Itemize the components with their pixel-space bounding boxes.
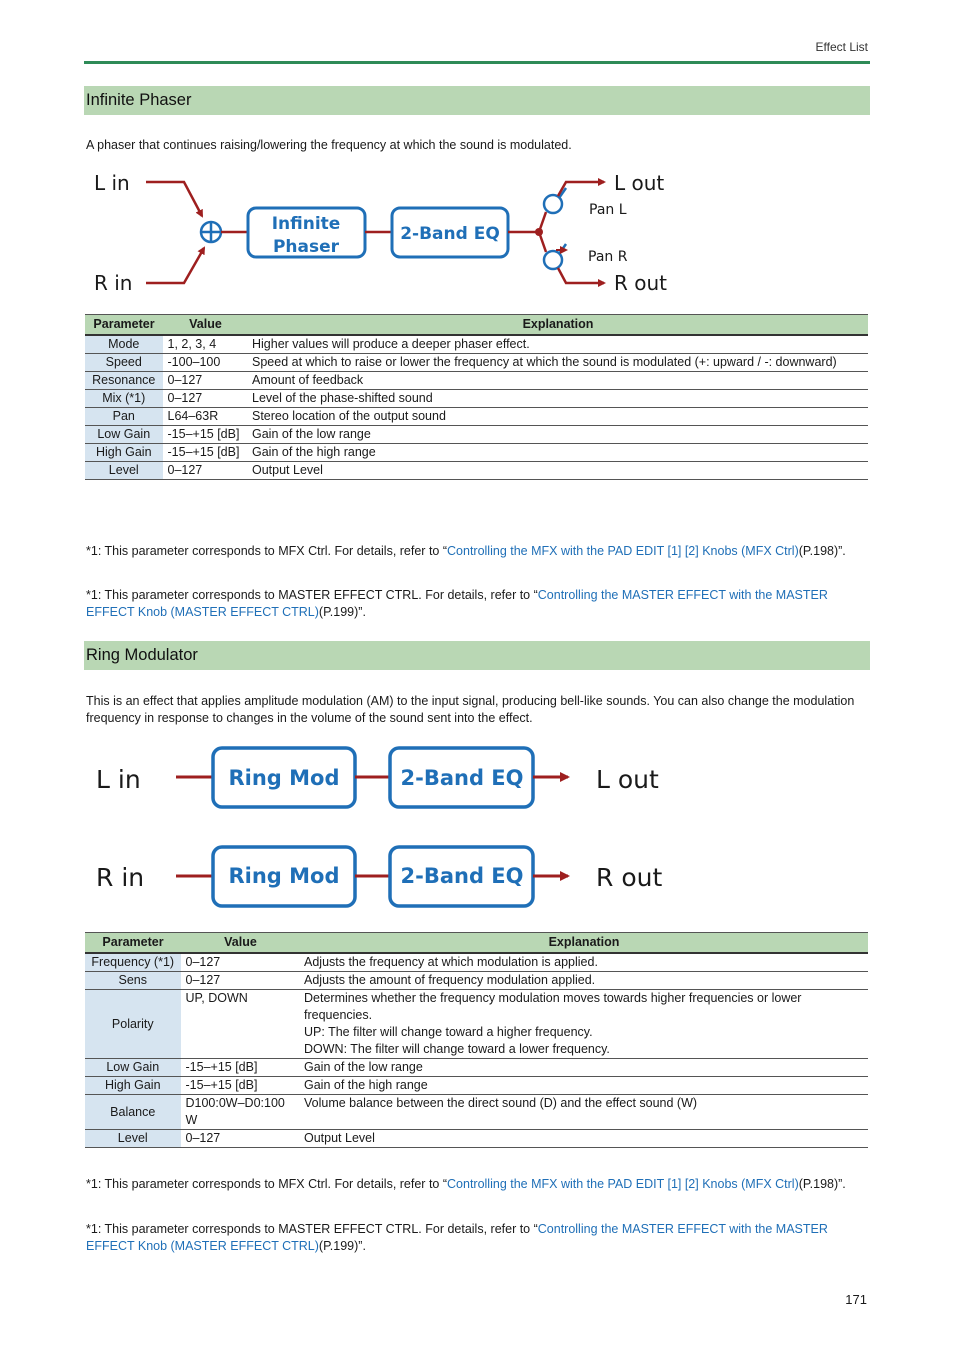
pan-l-label: Pan L (589, 202, 627, 218)
pan-r-knob-icon (544, 244, 566, 269)
footnote-mfx-ctrl: *1: This parameter corresponds to MFX Ctrl. For details, refer to “Controlling the MFX with the PAD EDIT [1] [2] Knobs (MFX Ctrl)(P.198)”. (86, 1177, 846, 1191)
table-row (85, 444, 868, 462)
param-name: High Gain (85, 1077, 181, 1095)
col-header-value: Value (163, 315, 248, 336)
table-row (85, 972, 868, 990)
split-up-line (539, 212, 546, 232)
running-header: Effect List (815, 40, 868, 54)
eq-block-l-label: 2-Band EQ (400, 766, 524, 790)
table-row (85, 354, 868, 372)
table-header-row (85, 933, 868, 954)
r-in-line (146, 248, 204, 283)
ring-modulator-param-table (85, 932, 868, 1148)
param-value: -15–+15 [dB] (181, 1059, 300, 1077)
col-header-explanation: Explanation (300, 933, 868, 954)
param-name: Speed (85, 354, 163, 372)
r-in-label: R in (94, 271, 133, 295)
param-name: Mix (*1) (85, 390, 163, 408)
pan-l-knob-icon (544, 188, 566, 213)
param-name: Level (85, 462, 163, 480)
table-row (85, 1059, 868, 1077)
l-in-label: L in (94, 171, 130, 195)
r-out-line (558, 268, 604, 283)
eq-block-r-label: 2-Band EQ (400, 864, 524, 888)
table-row (85, 426, 868, 444)
link-mfx-ctrl[interactable]: Controlling the MFX with the PAD EDIT [1] [2] Knobs (MFX Ctrl) (447, 544, 799, 558)
param-explanation: Gain of the high range (300, 1077, 868, 1095)
table-row (85, 1095, 868, 1130)
r-out-label: R out (596, 863, 663, 892)
page-number: 171 (845, 1292, 867, 1307)
r-in-label: R in (96, 863, 145, 892)
table-row (85, 408, 868, 426)
param-value: D100:0W–D0:100W (181, 1095, 300, 1130)
param-value: -15–+15 [dB] (163, 444, 248, 462)
param-name: Low Gain (85, 1059, 181, 1077)
pan-r-label: Pan R (588, 249, 628, 265)
l-in-line (146, 182, 202, 216)
col-header-parameter: Parameter (85, 315, 163, 336)
param-value: -15–+15 [dB] (163, 426, 248, 444)
link-master-effect-ctrl[interactable]: Controlling the MASTER EFFECT with the MASTER EFFECT Knob (MASTER EFFECT CTRL) (86, 1222, 828, 1253)
table-row (85, 990, 868, 1059)
infinite-phaser-diagram (84, 168, 684, 300)
footnote-master-effect-ctrl: *1: This parameter corresponds to MASTER EFFECT CTRL. For details, refer to “Controlling the MASTER EFFECT with the MASTER EFFECT Knob (MASTER EFFECT CTRL)(P.199)”. (86, 588, 828, 619)
param-explanation: Adjusts the amount of frequency modulation applied. (300, 972, 868, 990)
param-explanation: Determines whether the frequency modulation moves towards higher frequencies or lower frequencies. UP: The filter will change toward a higher frequency. DOWN: The filter will change toward a lower frequency. (300, 990, 868, 1059)
param-value: 0–127 (163, 372, 248, 390)
table-row (85, 1077, 868, 1095)
table-row (85, 1130, 868, 1148)
infinite-phaser-block-label-1: Infinite (271, 214, 341, 234)
param-explanation: Adjusts the frequency at which modulation is applied. (300, 953, 868, 972)
param-explanation: Gain of the low range (300, 1059, 868, 1077)
param-name: Polarity (85, 990, 181, 1059)
split-down-line (539, 232, 546, 252)
param-value: 0–127 (181, 972, 300, 990)
infinite-phaser-description: A phaser that continues raising/lowering the frequency at which the sound is modulated. (86, 138, 572, 152)
param-value: UP, DOWN (181, 990, 300, 1059)
param-name: Sens (85, 972, 181, 990)
table-row (85, 372, 868, 390)
param-name: Balance (85, 1095, 181, 1130)
table-row (85, 462, 868, 480)
ring-modulator-diagram (84, 740, 684, 915)
section-title-ring-modulator: Ring Modulator (84, 641, 870, 670)
param-name: Low Gain (85, 426, 163, 444)
param-value: 0–127 (181, 953, 300, 972)
param-value: 0–127 (163, 462, 248, 480)
table-row (85, 953, 868, 972)
l-in-label: L in (96, 765, 141, 794)
l-out-label: L out (614, 171, 665, 195)
param-explanation: Output Level (248, 462, 868, 480)
infinite-phaser-block-label-2: Phaser (272, 237, 340, 257)
ring-mod-block-l-label: Ring Mod (228, 766, 340, 790)
section-title-infinite-phaser: Infinite Phaser (84, 86, 870, 115)
param-explanation: Output Level (300, 1130, 868, 1148)
infinite-phaser-param-table (85, 314, 868, 480)
param-value: 0–127 (181, 1130, 300, 1148)
param-name: Mode (85, 335, 163, 354)
param-explanation: Volume balance between the direct sound (D) and the effect sound (W) (300, 1095, 868, 1130)
table-row (85, 390, 868, 408)
param-explanation: Higher values will produce a deeper phaser effect. (248, 335, 868, 354)
r-out-label: R out (614, 271, 668, 295)
footnote-mfx-ctrl: *1: This parameter corresponds to MFX Ctrl. For details, refer to “Controlling the MFX with the PAD EDIT [1] [2] Knobs (MFX Ctrl)(P.198)”. (86, 544, 846, 558)
param-explanation: Level of the phase-shifted sound (248, 390, 868, 408)
param-value: 1, 2, 3, 4 (163, 335, 248, 354)
col-header-parameter: Parameter (85, 933, 181, 954)
param-explanation: Stereo location of the output sound (248, 408, 868, 426)
param-explanation: Gain of the high range (248, 444, 868, 462)
param-explanation: Speed at which to raise or lower the frequency at which the sound is modulated (+: upward / -: downward) (248, 354, 868, 372)
col-header-explanation: Explanation (248, 315, 868, 336)
table-row (85, 335, 868, 354)
ring-modulator-description: This is an effect that applies amplitude modulation (AM) to the input signal, producing bell-like sounds. You can also change the modulation frequency in response to changes in the volume of the sound sent into the effect. (86, 694, 855, 725)
mixer-sum-icon (201, 222, 221, 242)
link-master-effect-ctrl[interactable]: Controlling the MASTER EFFECT with the MASTER EFFECT Knob (MASTER EFFECT CTRL) (86, 588, 828, 619)
param-explanation: Amount of feedback (248, 372, 868, 390)
param-name: Frequency (*1) (85, 953, 181, 972)
eq-block-label: 2-Band EQ (400, 224, 500, 244)
col-header-value: Value (181, 933, 300, 954)
link-mfx-ctrl[interactable]: Controlling the MFX with the PAD EDIT [1] [2] Knobs (MFX Ctrl) (447, 1177, 799, 1191)
param-explanation: Gain of the low range (248, 426, 868, 444)
param-name: Pan (85, 408, 163, 426)
l-out-label: L out (596, 765, 659, 794)
param-name: Level (85, 1130, 181, 1148)
param-value: -15–+15 [dB] (181, 1077, 300, 1095)
ring-mod-block-r-label: Ring Mod (228, 864, 340, 888)
param-name: High Gain (85, 444, 163, 462)
footnote-master-effect-ctrl: *1: This parameter corresponds to MASTER EFFECT CTRL. For details, refer to “Controlling the MASTER EFFECT with the MASTER EFFECT Knob (MASTER EFFECT CTRL)(P.199)”. (86, 1222, 828, 1253)
param-name: Resonance (85, 372, 163, 390)
param-value: -100–100 (163, 354, 248, 372)
param-value: 0–127 (163, 390, 248, 408)
header-rule (84, 61, 870, 64)
param-value: L64–63R (163, 408, 248, 426)
table-header-row (85, 315, 868, 336)
